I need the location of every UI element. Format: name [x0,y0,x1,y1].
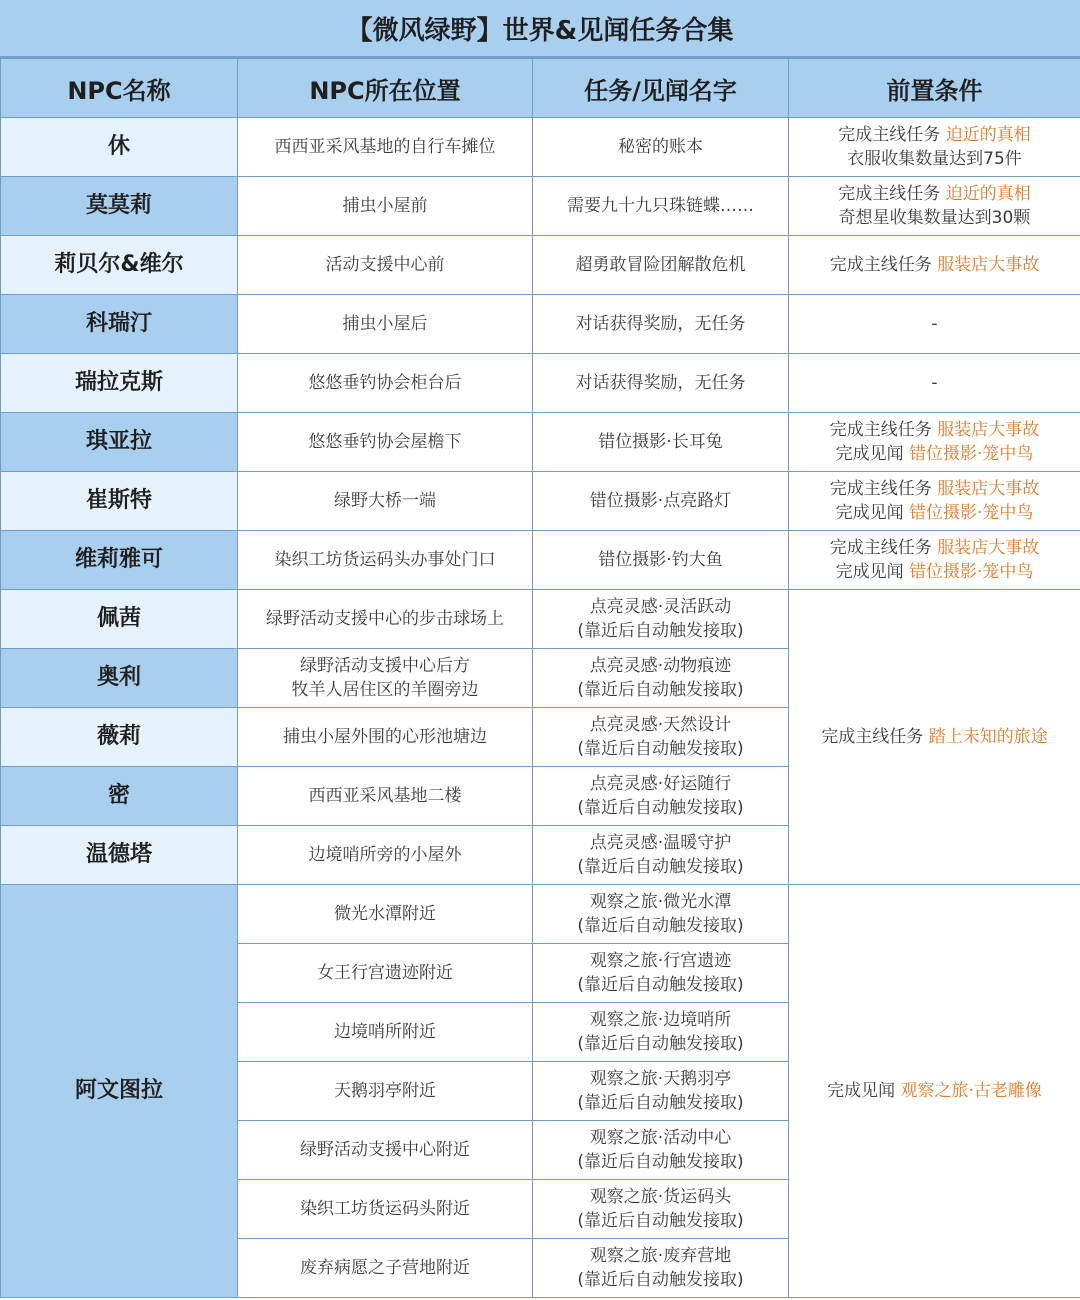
table-row [1,236,1080,295]
prereq-line [793,725,1076,749]
prereq-highlight: 错位摄影·笼中鸟 [909,562,1034,582]
npc-name: 薇莉 [1,708,238,767]
location-line: 绿野活动支援中心的步击球场上 [266,609,504,629]
prereq-line [793,182,1076,206]
prereq-highlight: 服装店大事故 [937,420,1040,440]
npc-location [238,177,533,236]
table-row [1,472,1080,531]
prereq-line [793,418,1076,442]
quest-line: (靠近后自动触发接取) [577,1270,744,1290]
quest-line: 观察之旅·活动中心 [589,1128,732,1148]
prereq-line [793,371,1076,395]
prereq-line [793,312,1076,336]
npc-location [238,531,533,590]
prereq-highlight: 服装店大事故 [937,255,1040,275]
quest-name [533,531,789,590]
quest-line: 点亮灵感·温暖守护 [589,833,732,853]
prereq-line [793,206,1076,230]
npc-location: 女王行宫遗迹附近 [238,944,533,1003]
prereq-text: 衣服收集数量达到75件 [847,149,1022,169]
quest-name [533,1239,789,1298]
prereq-text: 完成见闻 [835,444,909,464]
quest-line: (靠近后自动触发接取) [577,739,744,759]
quest-line: 对话获得奖励，无任务 [575,314,746,334]
npc-location: 废弃病愿之子营地附近 [238,1239,533,1298]
header-prerequisite: 前置条件 [789,59,1080,118]
header-quest-name: 任务/见闻名字 [533,59,789,118]
table-row [1,177,1080,236]
header-row [1,59,1080,118]
quest-line: (靠近后自动触发接取) [577,1093,744,1113]
table-row [1,354,1080,413]
quest-name [533,944,789,1003]
npc-location [238,767,533,826]
location-line: 西西亚采风基地的自行车摊位 [274,137,496,157]
prereq-text: 完成主线任务 [829,479,938,499]
quest-line: (靠近后自动触发接取) [577,1152,744,1172]
table-row [1,118,1080,177]
location-line: 染织工坊货运码头办事处门口 [274,550,496,570]
prereq-highlight: 观察之旅·古老雕像 [900,1081,1042,1101]
location-line: 悠悠垂钓协会柜台后 [308,373,462,393]
npc-name: 科瑞汀 [1,295,238,354]
prereq-highlight: 错位摄影·笼中鸟 [909,444,1034,464]
prereq-line [793,1079,1076,1103]
quest-line: 错位摄影·长耳兔 [598,432,723,452]
quest-line: 错位摄影·钓大鱼 [598,550,723,570]
prereq-text: 完成主线任务 [829,420,938,440]
npc-name: 莫莫莉 [1,177,238,236]
npc-name: 密 [1,767,238,826]
quest-line: 错位摄影·点亮路灯 [589,491,732,511]
prereq-line [793,253,1076,277]
quest-line: 点亮灵感·好运随行 [589,774,732,794]
prereq-text: 奇想星收集数量达到30颗 [838,208,1031,228]
quest-name [533,1062,789,1121]
prereq-text: 完成主线任务 [838,184,946,204]
location-line: 捕虫小屋前 [342,196,428,216]
npc-location [238,708,533,767]
npc-name: 琪亚拉 [1,413,238,472]
quest-table [0,58,1080,1298]
quest-name [533,767,789,826]
prereq-text: 完成主线任务 [821,727,929,747]
quest-name [533,708,789,767]
quest-line: 点亮灵感·动物痕迹 [589,656,732,676]
quest-name [533,1180,789,1239]
quest-line: 观察之旅·行宫遗迹 [589,951,732,971]
prerequisite [789,177,1080,236]
location-line: 边境哨所旁的小屋外 [308,845,462,865]
prereq-text: 完成见闻 [835,562,909,582]
quest-name [533,590,789,649]
prerequisite [789,236,1080,295]
npc-location [238,236,533,295]
npc-location: 微光水潭附近 [238,885,533,944]
quest-line: (靠近后自动触发接取) [577,1034,744,1054]
table-body [1,118,1080,1298]
location-line: 绿野大桥一端 [334,491,436,511]
quest-line: (靠近后自动触发接取) [577,916,744,936]
quest-line: (靠近后自动触发接取) [577,621,744,641]
quest-name [533,1003,789,1062]
quest-line: 需要九十九只珠链蝶…… [567,196,754,216]
npc-name: 阿文图拉 [1,885,238,1298]
npc-name: 佩茜 [1,590,238,649]
npc-location [238,472,533,531]
prereq-highlight: 踏上未知的旅途 [928,727,1048,747]
prereq-highlight: 迫近的真相 [945,184,1031,204]
quest-name [533,885,789,944]
npc-location [238,649,533,708]
location-line: 绿野活动支援中心后方 [300,656,470,676]
quest-name [533,236,789,295]
quest-line: (靠近后自动触发接取) [577,680,744,700]
location-line: 活动支援中心前 [325,255,445,275]
npc-name: 休 [1,118,238,177]
prerequisite [789,295,1080,354]
npc-name: 温德塔 [1,826,238,885]
prereq-line [793,501,1076,525]
prereq-highlight: 服装店大事故 [937,479,1040,499]
prereq-line [793,560,1076,584]
npc-location [238,590,533,649]
prereq-line [793,477,1076,501]
npc-location [238,826,533,885]
npc-location: 天鹅羽亭附近 [238,1062,533,1121]
prereq-line [793,147,1076,171]
prereq-text: 完成见闻 [835,503,909,523]
quest-name [533,826,789,885]
prereq-text: 完成见闻 [827,1081,901,1101]
prereq-highlight: 错位摄影·笼中鸟 [909,503,1034,523]
table-row [1,295,1080,354]
npc-location [238,354,533,413]
location-line: 捕虫小屋外围的心形池塘边 [283,727,487,747]
quest-line: 秘密的账本 [618,137,703,157]
npc-location: 边境哨所附近 [238,1003,533,1062]
npc-location [238,295,533,354]
quest-line: (靠近后自动触发接取) [577,857,744,877]
header-npc-name: NPC名称 [1,59,238,118]
prereq-line [793,123,1076,147]
quest-line: 观察之旅·货运码头 [589,1187,732,1207]
npc-name: 维莉雅可 [1,531,238,590]
quest-line: 观察之旅·废弃营地 [589,1246,732,1266]
header-npc-location: NPC所在位置 [238,59,533,118]
quest-name [533,649,789,708]
quest-line: (靠近后自动触发接取) [577,798,744,818]
quest-name [533,354,789,413]
prereq-highlight: 迫近的真相 [945,125,1031,145]
prerequisite [789,413,1080,472]
prereq-text: 完成主线任务 [838,125,946,145]
quest-line: 观察之旅·天鹅羽亭 [589,1069,732,1089]
table-title: 【微风绿野】世界&见闻任务合集 [0,0,1080,58]
prerequisite-group [789,885,1080,1298]
npc-name: 瑞拉克斯 [1,354,238,413]
prereq-text: - [931,373,938,393]
quest-name [533,413,789,472]
prerequisite-group [789,590,1080,885]
quest-line: 点亮灵感·灵活跃动 [589,597,732,617]
prereq-text: 完成主线任务 [829,538,938,558]
prerequisite [789,531,1080,590]
prereq-text: 完成主线任务 [829,255,938,275]
npc-location [238,118,533,177]
location-line: 西西亚采风基地二楼 [308,786,462,806]
prerequisite [789,354,1080,413]
table-row [1,590,1080,649]
table-row [1,531,1080,590]
quest-name [533,1121,789,1180]
npc-location: 染织工坊货运码头附近 [238,1180,533,1239]
quest-name [533,472,789,531]
prereq-line [793,442,1076,466]
prereq-text: - [931,314,938,334]
quest-line: 观察之旅·边境哨所 [589,1010,732,1030]
quest-line: (靠近后自动触发接取) [577,975,744,995]
prereq-line [793,536,1076,560]
npc-name: 莉贝尔&维尔 [1,236,238,295]
quest-name [533,295,789,354]
location-line: 悠悠垂钓协会屋檐下 [308,432,462,452]
location-line: 牧羊人居住区的羊圈旁边 [291,680,479,700]
prerequisite [789,118,1080,177]
prereq-highlight: 服装店大事故 [937,538,1040,558]
quest-line: 超勇敢冒险团解散危机 [575,255,746,275]
quest-name [533,118,789,177]
location-line: 捕虫小屋后 [342,314,428,334]
quest-line: 点亮灵感·天然设计 [589,715,732,735]
npc-location: 绿野活动支援中心附近 [238,1121,533,1180]
npc-name: 崔斯特 [1,472,238,531]
table-row [1,885,1080,944]
npc-location [238,413,533,472]
prerequisite [789,472,1080,531]
npc-name: 奥利 [1,649,238,708]
table-row [1,413,1080,472]
quest-line: (靠近后自动触发接取) [577,1211,744,1231]
quest-line: 观察之旅·微光水潭 [589,892,732,912]
quest-line: 对话获得奖励，无任务 [575,373,746,393]
quest-name [533,177,789,236]
